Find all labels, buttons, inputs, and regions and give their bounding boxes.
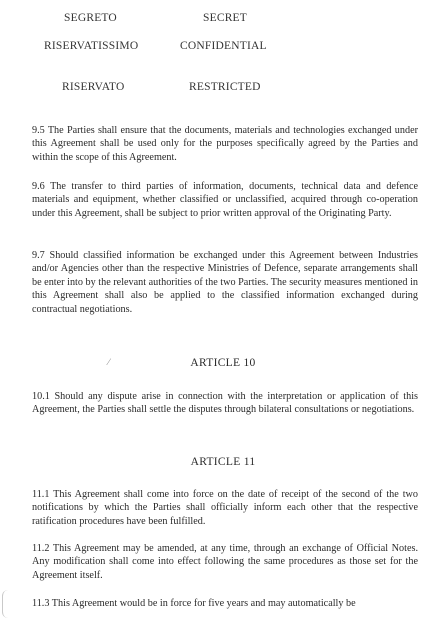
article-10-heading: ARTICLE 10 <box>190 357 256 369</box>
article-11-heading: ARTICLE 11 <box>190 456 256 468</box>
paragraph-9-6: 9.6 The transfer to third parties of information, documents, technical data and defence materials and equipment, whether classified or unclassified, acquired through co-operation under this Agreement, shall be subject to prior written approval of the Originating Party. <box>32 181 418 219</box>
paragraph-11-3: 11.3 This Agreement would be in force for five years and may automatically be <box>32 598 356 609</box>
classification-en-secret: SECRET <box>203 12 248 24</box>
scan-margin-mark <box>2 590 13 618</box>
classification-it-confidential: RISERVATISSIMO <box>44 40 139 52</box>
classification-en-restricted: RESTRICTED <box>189 81 261 93</box>
paragraph-11-1: 11.1 This Agreement shall come into force on the date of receipt of the second of the two notifications by which the Parties shall officially inform each other that the respective ratification procedures have been fulfilled. <box>32 489 418 527</box>
classification-it-secret: SEGRETO <box>64 12 117 24</box>
paragraph-11-2: 11.2 This Agreement may be amended, at any time, through an exchange of Official Notes. Any modification shall come into effect following the same procedures as those set for the Agreement itself. <box>32 543 418 581</box>
paragraph-10-1: 10.1 Should any dispute arise in connection with the interpretation or application of this Agreement, the Parties shall settle the disputes through bilateral consultations or negotiations. <box>32 391 418 416</box>
scan-speck: ⁄ <box>108 357 110 367</box>
paragraph-9-5: 9.5 The Parties shall ensure that the documents, materials and technologies exchanged under this Agreement shall be used only for the purposes specifically agreed by the Parties and within the scope of this Agreement. <box>32 125 418 163</box>
classification-it-restricted: RISERVATO <box>62 81 125 93</box>
paragraph-9-7: 9.7 Should classified information be exchanged under this Agreement between Industries and/or Agencies other than the respective Ministries of Defence, separate arrangements shall be enter into by the relevant authorities of the two Parties. The security measures mentioned in this Agreement shall also be applied to the classified information exchanged during contractual negotiations. <box>32 250 418 315</box>
classification-en-confidential: CONFIDENTIAL <box>180 40 267 52</box>
